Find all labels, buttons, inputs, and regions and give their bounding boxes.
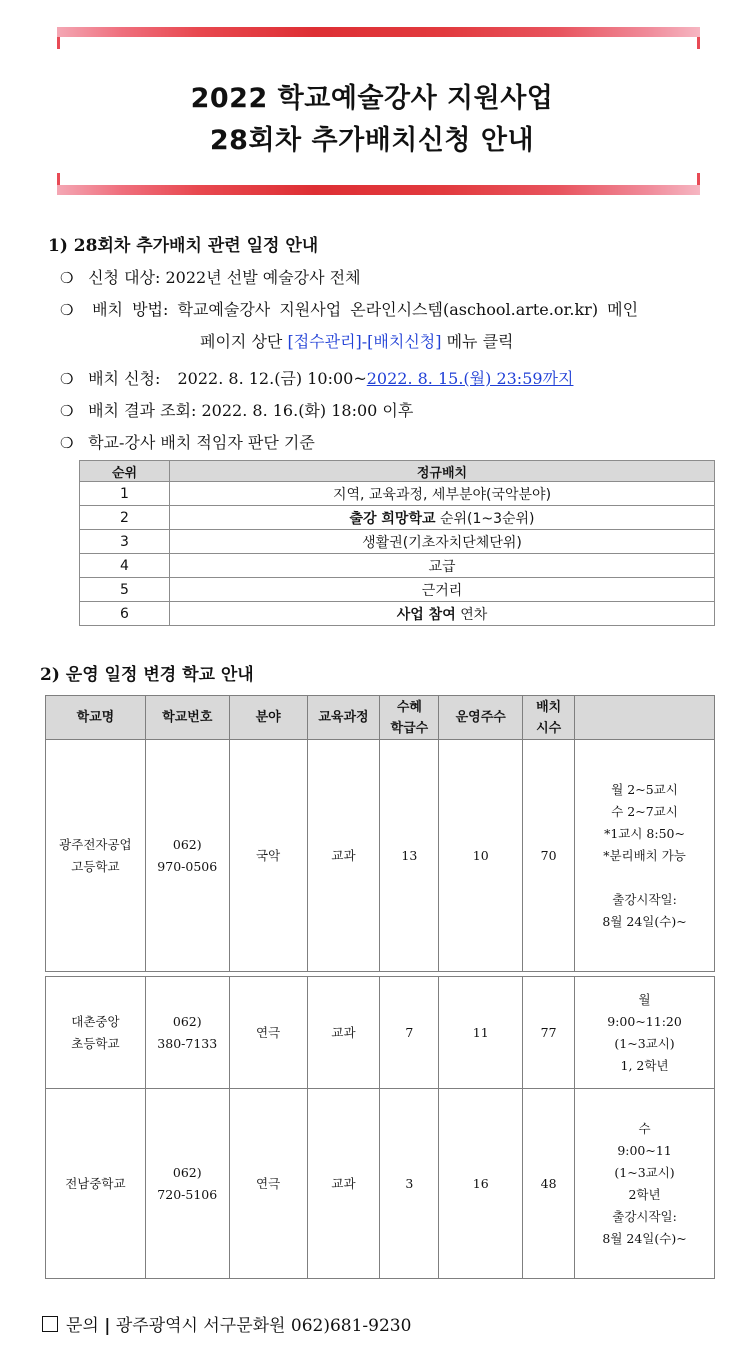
note-line: 8월 24일(수)~ [602,1230,687,1246]
school-name-line: 광주전자공업 [59,836,132,852]
school-field: 국악 [229,740,307,972]
school-code-line: 720-5106 [157,1186,218,1202]
school-classes: 13 [380,740,439,972]
school-code [145,1089,229,1279]
school-weeks: 10 [439,740,523,972]
bullet-circle-icon: ❍ [60,434,74,452]
header-note [575,696,715,740]
table-row [80,578,715,602]
note-line: *분리배치 가능 [603,847,686,863]
header-classes-line1: 수혜 [396,699,422,715]
school-hours: 70 [523,740,575,972]
header-classes-line2: 학급수 [390,720,429,736]
contact-label: 문의 [66,1316,99,1336]
note-line: *1교시 8:50~ [604,825,685,841]
bullet-result [60,398,413,421]
note-line: 출강시작일: [612,1208,677,1224]
school-name [46,1089,146,1279]
page-title-line2: 28회차 추가배치신청 안내 [209,125,535,156]
bullet-criteria [60,430,315,453]
header-school: 학교명 [46,696,146,740]
school-course: 교과 [307,1089,380,1279]
criteria-rank: 4 [80,554,170,578]
criteria-rank: 1 [80,482,170,506]
school-code-line: 062) [172,836,202,852]
title-frame-corner [697,173,700,185]
table-row [80,506,715,530]
title-frame-corner [57,173,60,185]
section2-heading [40,660,254,685]
bullet-circle-icon: ❍ [60,370,74,388]
school-note [575,740,715,972]
school-course: 교과 [307,740,380,972]
header-hours-line1: 배치 [536,699,562,715]
target-label: 신청 대상: [88,268,161,287]
table-row [80,530,715,554]
target-value: 2022년 선발 예술강사 전체 [165,268,361,287]
criteria-rank: 2 [80,506,170,530]
school-weeks: 11 [439,977,523,1089]
criteria-text: 교급 [170,554,715,578]
note-line: (1~3교시) [614,1035,675,1051]
title-frame-corner [57,37,60,49]
school-weeks: 16 [439,1089,523,1279]
note-line: 9:00~11:20 [607,1013,682,1029]
criteria-label: 학교-강사 배치 적임자 판단 기준 [88,433,315,452]
criteria-bold: 사업 참여 [396,606,456,623]
criteria-text [170,602,715,626]
school-hours: 77 [523,977,575,1089]
schedule-header-row [46,696,715,740]
school-name-line: 대촌중앙 [71,1013,120,1029]
criteria-header-row [80,461,715,482]
header-hours [523,696,575,740]
school-name-line: 전남중학교 [65,1175,126,1191]
school-field: 연극 [229,1089,307,1279]
criteria-header-regular: 정규배치 [170,461,715,482]
note-line: 8월 24일(수)~ [602,913,687,929]
bullet-apply [60,366,573,389]
table-row [80,482,715,506]
header-code: 학교번호 [145,696,229,740]
method-value: 학교예술강사 지원사업 온라인시스템(aschool.arte.or.kr) 메인 [177,300,639,319]
bullet-method-cont [200,329,514,352]
header-course: 교육과정 [307,696,380,740]
title-top-border [57,27,700,37]
criteria-rank: 5 [80,578,170,602]
school-name [46,977,146,1089]
apply-label: 배치 신청: [88,369,161,388]
contact-info: 광주광역시 서구문화원 062)681-9230 [115,1316,412,1336]
contact-separator: | [104,1316,111,1336]
header-field: 분야 [229,696,307,740]
criteria-suffix: 순위(1~3순위) [439,510,535,527]
criteria-suffix: 연차 [460,606,488,623]
header-classes [380,696,439,740]
criteria-text [170,506,715,530]
section2-title: 운영 일정 변경 학교 안내 [65,665,254,685]
criteria-text: 근거리 [170,578,715,602]
apply-deadline: 2022. 8. 15.(월) 23:59까지 [366,369,574,388]
header-weeks: 운영주수 [439,696,523,740]
title-frame-corner [697,37,700,49]
school-field: 연극 [229,977,307,1089]
title-bottom-border [57,185,700,195]
criteria-text: 생활권(기초자치단체단위) [170,530,715,554]
section1-title: 28회차 추가배치 관련 일정 안내 [73,236,319,256]
school-name-line: 고등학교 [71,858,120,874]
school-code-line: 380-7133 [157,1035,218,1051]
method-label: 배치 방법: [92,300,169,319]
method-cont-pre: 페이지 상단 [200,332,283,351]
header-hours-line2: 시수 [536,720,562,736]
note-line: 2학년 [628,1186,661,1202]
criteria-header-rank: 순위 [80,461,170,482]
note-line: 월 [638,991,651,1007]
schedule-table [45,695,715,1279]
table-row [46,1089,715,1279]
school-code-line: 970-0506 [157,858,218,874]
contact-footer [42,1311,411,1336]
result-value: 2022. 8. 16.(화) 18:00 이후 [201,401,414,420]
table-row [46,740,715,972]
criteria-table [79,460,715,626]
criteria-rank: 6 [80,602,170,626]
method-cont-post: 메뉴 클릭 [446,332,514,351]
bullet-target [60,265,361,288]
checkbox-square-icon [42,1316,58,1332]
note-line: 수 2~7교시 [611,803,678,819]
school-name [46,740,146,972]
school-course: 교과 [307,977,380,1089]
bullet-circle-icon: ❍ [60,402,74,420]
criteria-bold: 출강 희망학교 [349,510,436,527]
school-hours: 48 [523,1089,575,1279]
school-code-line: 062) [172,1164,202,1180]
table-row [46,977,715,1089]
note-line: 9:00~11 [617,1142,672,1158]
menu-path-link[interactable]: [접수관리]-[배치신청] [287,332,442,351]
bullet-circle-icon: ❍ [60,301,74,319]
school-classes: 3 [380,1089,439,1279]
section1-number: 1) [48,236,68,256]
bullet-circle-icon: ❍ [60,269,74,287]
school-code [145,740,229,972]
table-row [80,602,715,626]
bullet-method [60,297,638,320]
table-row [80,554,715,578]
note-line: 출강시작일: [612,891,677,907]
school-note [575,1089,715,1279]
criteria-text: 지역, 교육과정, 세부분야(국악분야) [170,482,715,506]
school-code-line: 062) [172,1013,202,1029]
school-note [575,977,715,1089]
apply-start: 2022. 8. 12.(금) 10:00~ [177,369,367,388]
section2-number: 2) [40,665,60,685]
note-line: 수 [638,1120,651,1136]
school-name-line: 초등학교 [71,1035,120,1051]
result-label: 배치 결과 조회: [88,401,197,420]
page-title-line1: 2022 학교예술강사 지원사업 [190,83,554,114]
school-classes: 7 [380,977,439,1089]
note-line: 월 2~5교시 [611,781,678,797]
criteria-rank: 3 [80,530,170,554]
school-code [145,977,229,1089]
note-line: (1~3교시) [614,1164,675,1180]
note-line: 1, 2학년 [620,1057,669,1073]
section1-heading [48,231,318,256]
